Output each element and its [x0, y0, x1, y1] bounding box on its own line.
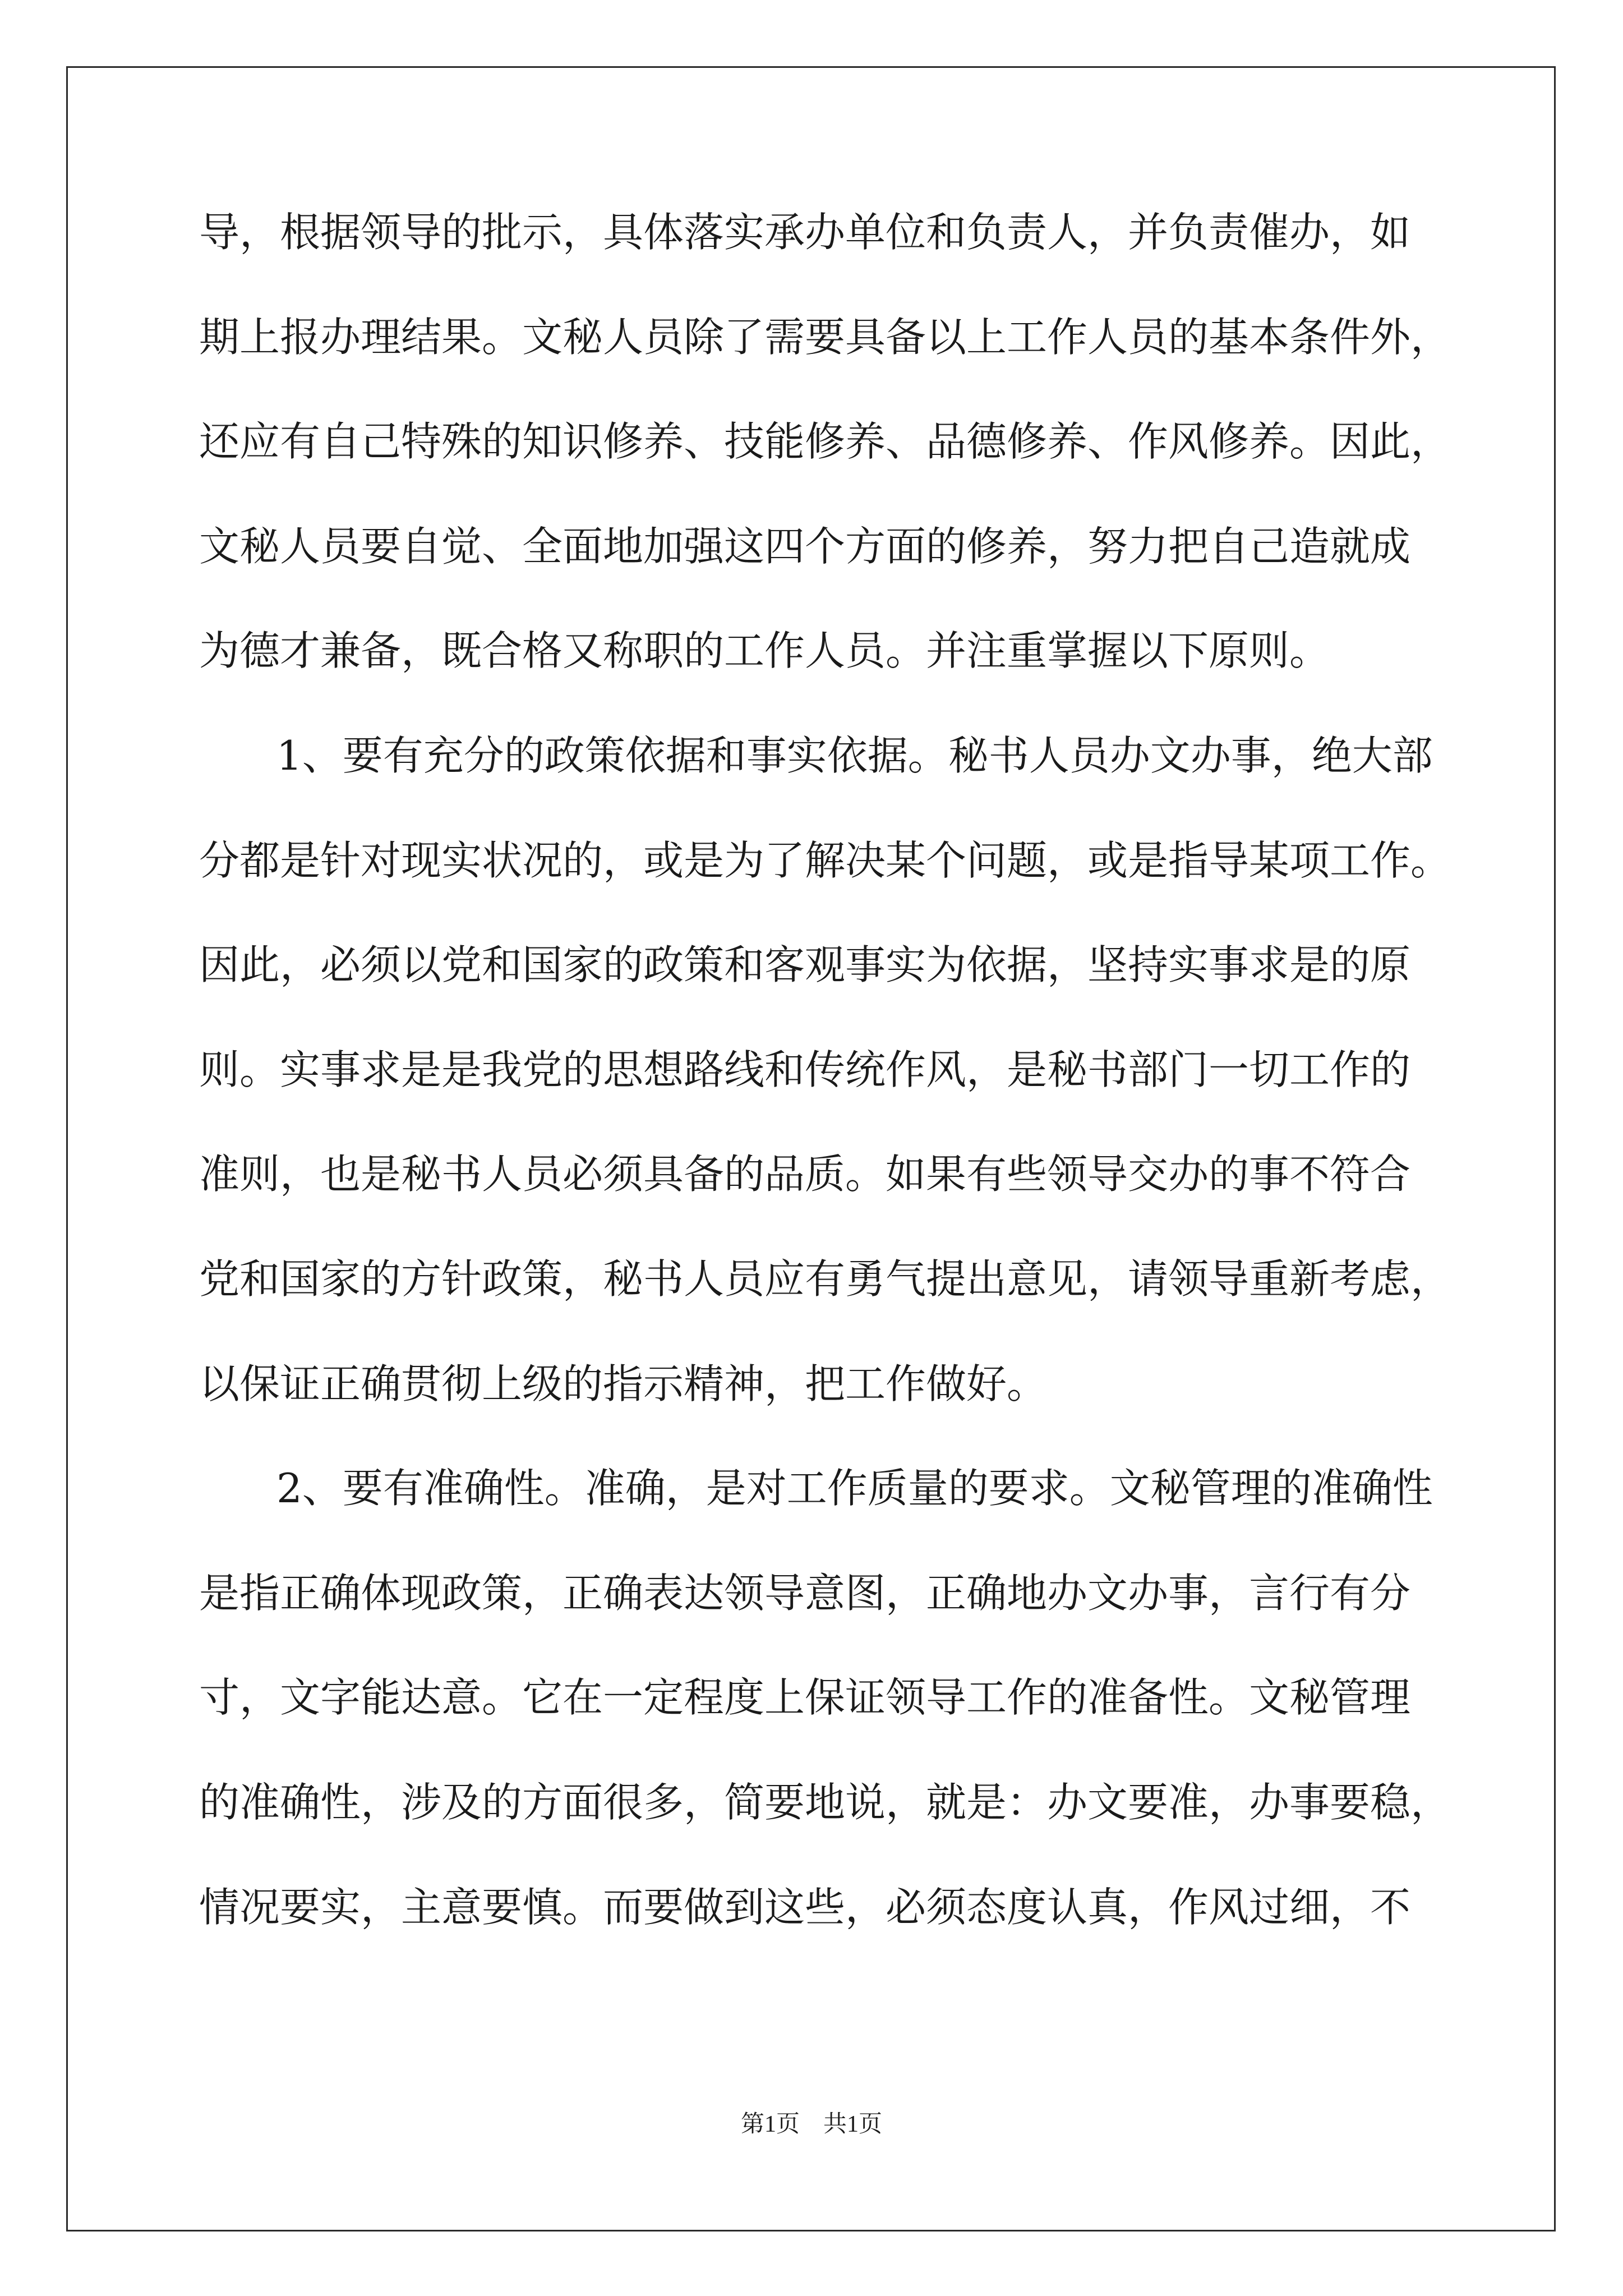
text-line: 分都是针对现实状况的，或是为了解决某个问题，或是指导某项工作。 — [199, 836, 1451, 884]
text-line: 文秘人员要自觉、全面地加强这四个方面的修养，努力把自己造就成 — [199, 522, 1411, 570]
text-line: 因此，必须以党和国家的政策和客观事实为依据，坚持实事求是的原 — [199, 941, 1411, 989]
text-line: 的准确性，涉及的方面很多，简要地说，就是：办文要准，办事要稳， — [199, 1778, 1451, 1826]
text-line: 以保证正确贯彻上级的指示精神，把工作做好。 — [199, 1360, 1048, 1407]
text-line: 还应有自己特殊的知识修养、技能修养、品德修养、作风修养。因此， — [199, 418, 1451, 466]
text-line: 期上报办理结果。文秘人员除了需要具备以上工作人员的基本条件外， — [199, 313, 1451, 361]
text-line: 情况要实，主意要慎。而要做到这些，必须态度认真，作风过细，不 — [199, 1883, 1411, 1931]
document-body — [199, 209, 1472, 1991]
text-line: 导，根据领导的批示，具体落实承办单位和负责人，并负责催办，如 — [199, 209, 1411, 256]
text-line: 1、要有充分的政策依据和事实依据。秘书人员办文办事，绝大部 — [276, 731, 1433, 779]
text-line: 党和国家的方针政策，秘书人员应有勇气提出意见，请领导重新考虑， — [199, 1255, 1451, 1303]
text-line: 为德才兼备，既合格又称职的工作人员。并注重掌握以下原则。 — [199, 627, 1330, 675]
text-line: 准则，也是秘书人员必须具备的品质。如果有些领导交办的事不符合 — [199, 1151, 1411, 1198]
text-line: 是指正确体现政策，正确表达领导意图，正确地办文办事，言行有分 — [199, 1569, 1411, 1617]
page-footer: 第1页 共1页 — [740, 2111, 882, 2137]
text-line: 寸，文字能达意。它在一定程度上保证领导工作的准备性。文秘管理 — [199, 1674, 1411, 1722]
text-line: 2、要有准确性。准确，是对工作质量的要求。文秘管理的准确性 — [276, 1465, 1433, 1512]
text-line: 则。实事求是是我党的思想路线和传统作风，是秘书部门一切工作的 — [199, 1046, 1411, 1093]
